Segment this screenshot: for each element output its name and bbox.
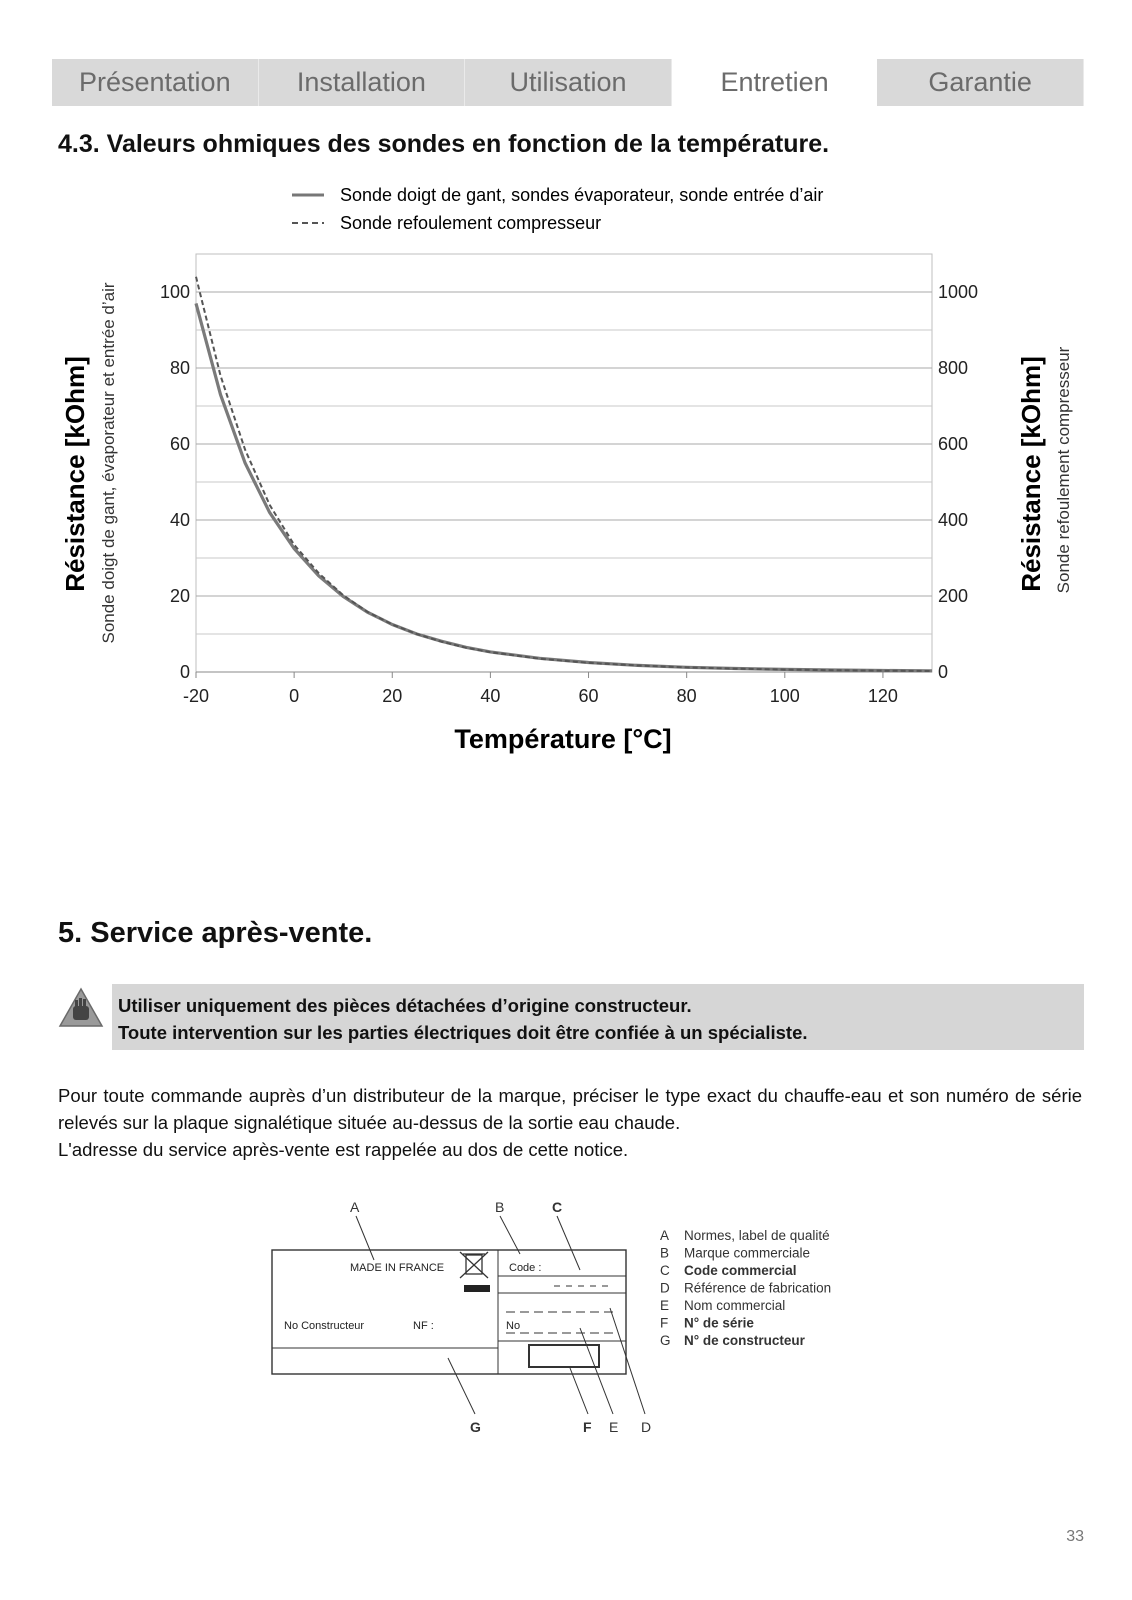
serial-number-box — [529, 1345, 599, 1367]
tab-garantie[interactable]: Garantie — [877, 59, 1084, 106]
plate-legend-letter: C — [660, 1263, 670, 1278]
tab-presentation[interactable]: Présentation — [52, 59, 259, 106]
resistance-temperature-chart — [0, 180, 1132, 760]
no-label: No — [506, 1320, 521, 1332]
x-tick-label: 40 — [480, 686, 501, 706]
plate-legend-letter: F — [660, 1315, 669, 1331]
grid-lines — [196, 292, 932, 672]
page-number: 33 — [1066, 1528, 1084, 1545]
y-right-axis-sublabel: Sonde refoulement compresseur — [1054, 346, 1073, 594]
x-tick-label: 100 — [769, 686, 800, 706]
callout-a: A — [350, 1199, 360, 1215]
made-in-france: MADE IN FRANCE — [350, 1262, 445, 1274]
plot-area — [196, 254, 932, 672]
y-right-ticks — [938, 282, 978, 682]
y-left-axis-label: Résistance [kOhm] — [60, 356, 90, 592]
plate-legend-text: Code commercial — [684, 1263, 797, 1278]
callout-d: D — [641, 1419, 652, 1435]
y-right-tick-label: 400 — [938, 510, 969, 530]
y-left-tick-label: 20 — [169, 586, 190, 606]
plate-legend-text: Normes, label de qualité — [684, 1228, 830, 1243]
warning-line-2: Toute intervention sur les parties électriques doit être confiée à un spécialiste. — [118, 1022, 808, 1043]
y-left-axis-sublabel: Sonde doigt de gant, évaporateur et entrée d’air — [99, 282, 118, 644]
warning-line-1: Utiliser uniquement des pièces détachées d’origine constructeur. — [118, 995, 692, 1016]
plate-legend-letter: D — [660, 1280, 670, 1296]
legend-solid-label: Sonde doigt de gant, sondes évaporateur, sonde entrée d’air — [340, 185, 824, 205]
x-tick-label: 80 — [676, 686, 697, 706]
y-left-tick-label: 100 — [159, 282, 190, 302]
callout-c: C — [552, 1199, 563, 1215]
plate-legend-text: Référence de fabrication — [684, 1280, 832, 1296]
y-left-tick-label: 80 — [169, 358, 190, 378]
x-tick-label: 60 — [578, 686, 599, 706]
hand-warning-icon — [58, 986, 104, 1028]
warning-box — [112, 984, 1084, 1050]
plate-legend-text: N° de série — [684, 1315, 754, 1331]
series-line-probes — [196, 303, 932, 670]
code-label: Code : — [509, 1262, 542, 1274]
nf-label: NF : — [413, 1320, 434, 1332]
plate-legend-text: Nom commercial — [684, 1298, 786, 1313]
plate-legend-letter: E — [660, 1298, 670, 1313]
y-right-tick-label: 1000 — [938, 282, 979, 302]
x-axis-ticks — [183, 672, 898, 706]
y-right-axis-label: Résistance [kOhm] — [1016, 356, 1046, 592]
y-left-tick-label: 0 — [179, 662, 190, 682]
callout-b: B — [495, 1199, 505, 1215]
tab-entretien[interactable]: Entretien — [672, 59, 878, 106]
plate-legend-letter: B — [660, 1245, 670, 1261]
y-left-ticks — [160, 282, 190, 682]
plate-legend-letter: G — [660, 1333, 671, 1348]
section-43-title: 4.3. Valeurs ohmiques des sondes en fonction de la température. — [58, 130, 830, 158]
section-5-title: 5. Service après-vente. — [58, 917, 373, 949]
y-right-tick-label: 800 — [938, 358, 969, 378]
section-tabs — [52, 59, 1084, 106]
paragraph-2: L'adresse du service après-vente est rappelée au dos de cette notice. — [58, 1139, 629, 1160]
series-line-compressor — [196, 277, 932, 671]
plate-legend-letter: A — [660, 1228, 670, 1243]
weee-bin-icon — [460, 1252, 488, 1278]
rating-plate-diagram — [270, 1196, 890, 1436]
x-tick-label: -20 — [182, 686, 210, 706]
callout-f: F — [583, 1419, 592, 1435]
plate-legend-text: Marque commerciale — [684, 1245, 811, 1261]
plate-outline — [272, 1250, 626, 1374]
x-tick-label: 0 — [289, 686, 300, 706]
x-tick-label: 20 — [382, 686, 403, 706]
y-right-tick-label: 600 — [938, 434, 969, 454]
service-paragraph — [58, 1082, 1082, 1163]
paragraph-1: Pour toute commande auprès d’un distributeur de la marque, préciser le type exact du chauffe-eau et son numéro de série relevés sur la plaque signalétique située au-dessus de la sortie eau chaude. — [58, 1085, 1082, 1133]
tab-installation[interactable]: Installation — [259, 59, 466, 106]
x-tick-label: 120 — [867, 686, 898, 706]
y-right-tick-label: 0 — [938, 662, 949, 682]
tab-utilisation[interactable]: Utilisation — [465, 59, 672, 106]
plate-legend — [660, 1228, 831, 1348]
plate-legend-text: N° de constructeur — [684, 1333, 805, 1348]
legend-dashed-label: Sonde refoulement compresseur — [340, 213, 602, 233]
no-constructeur-label: No Constructeur — [284, 1320, 365, 1332]
y-left-tick-label: 60 — [169, 434, 190, 454]
callout-g: G — [470, 1419, 481, 1435]
weee-bar — [464, 1285, 490, 1292]
x-axis-label: Température [°C] — [454, 724, 672, 754]
callout-e: E — [609, 1419, 619, 1435]
y-right-tick-label: 200 — [938, 586, 969, 606]
y-left-tick-label: 40 — [169, 510, 190, 530]
